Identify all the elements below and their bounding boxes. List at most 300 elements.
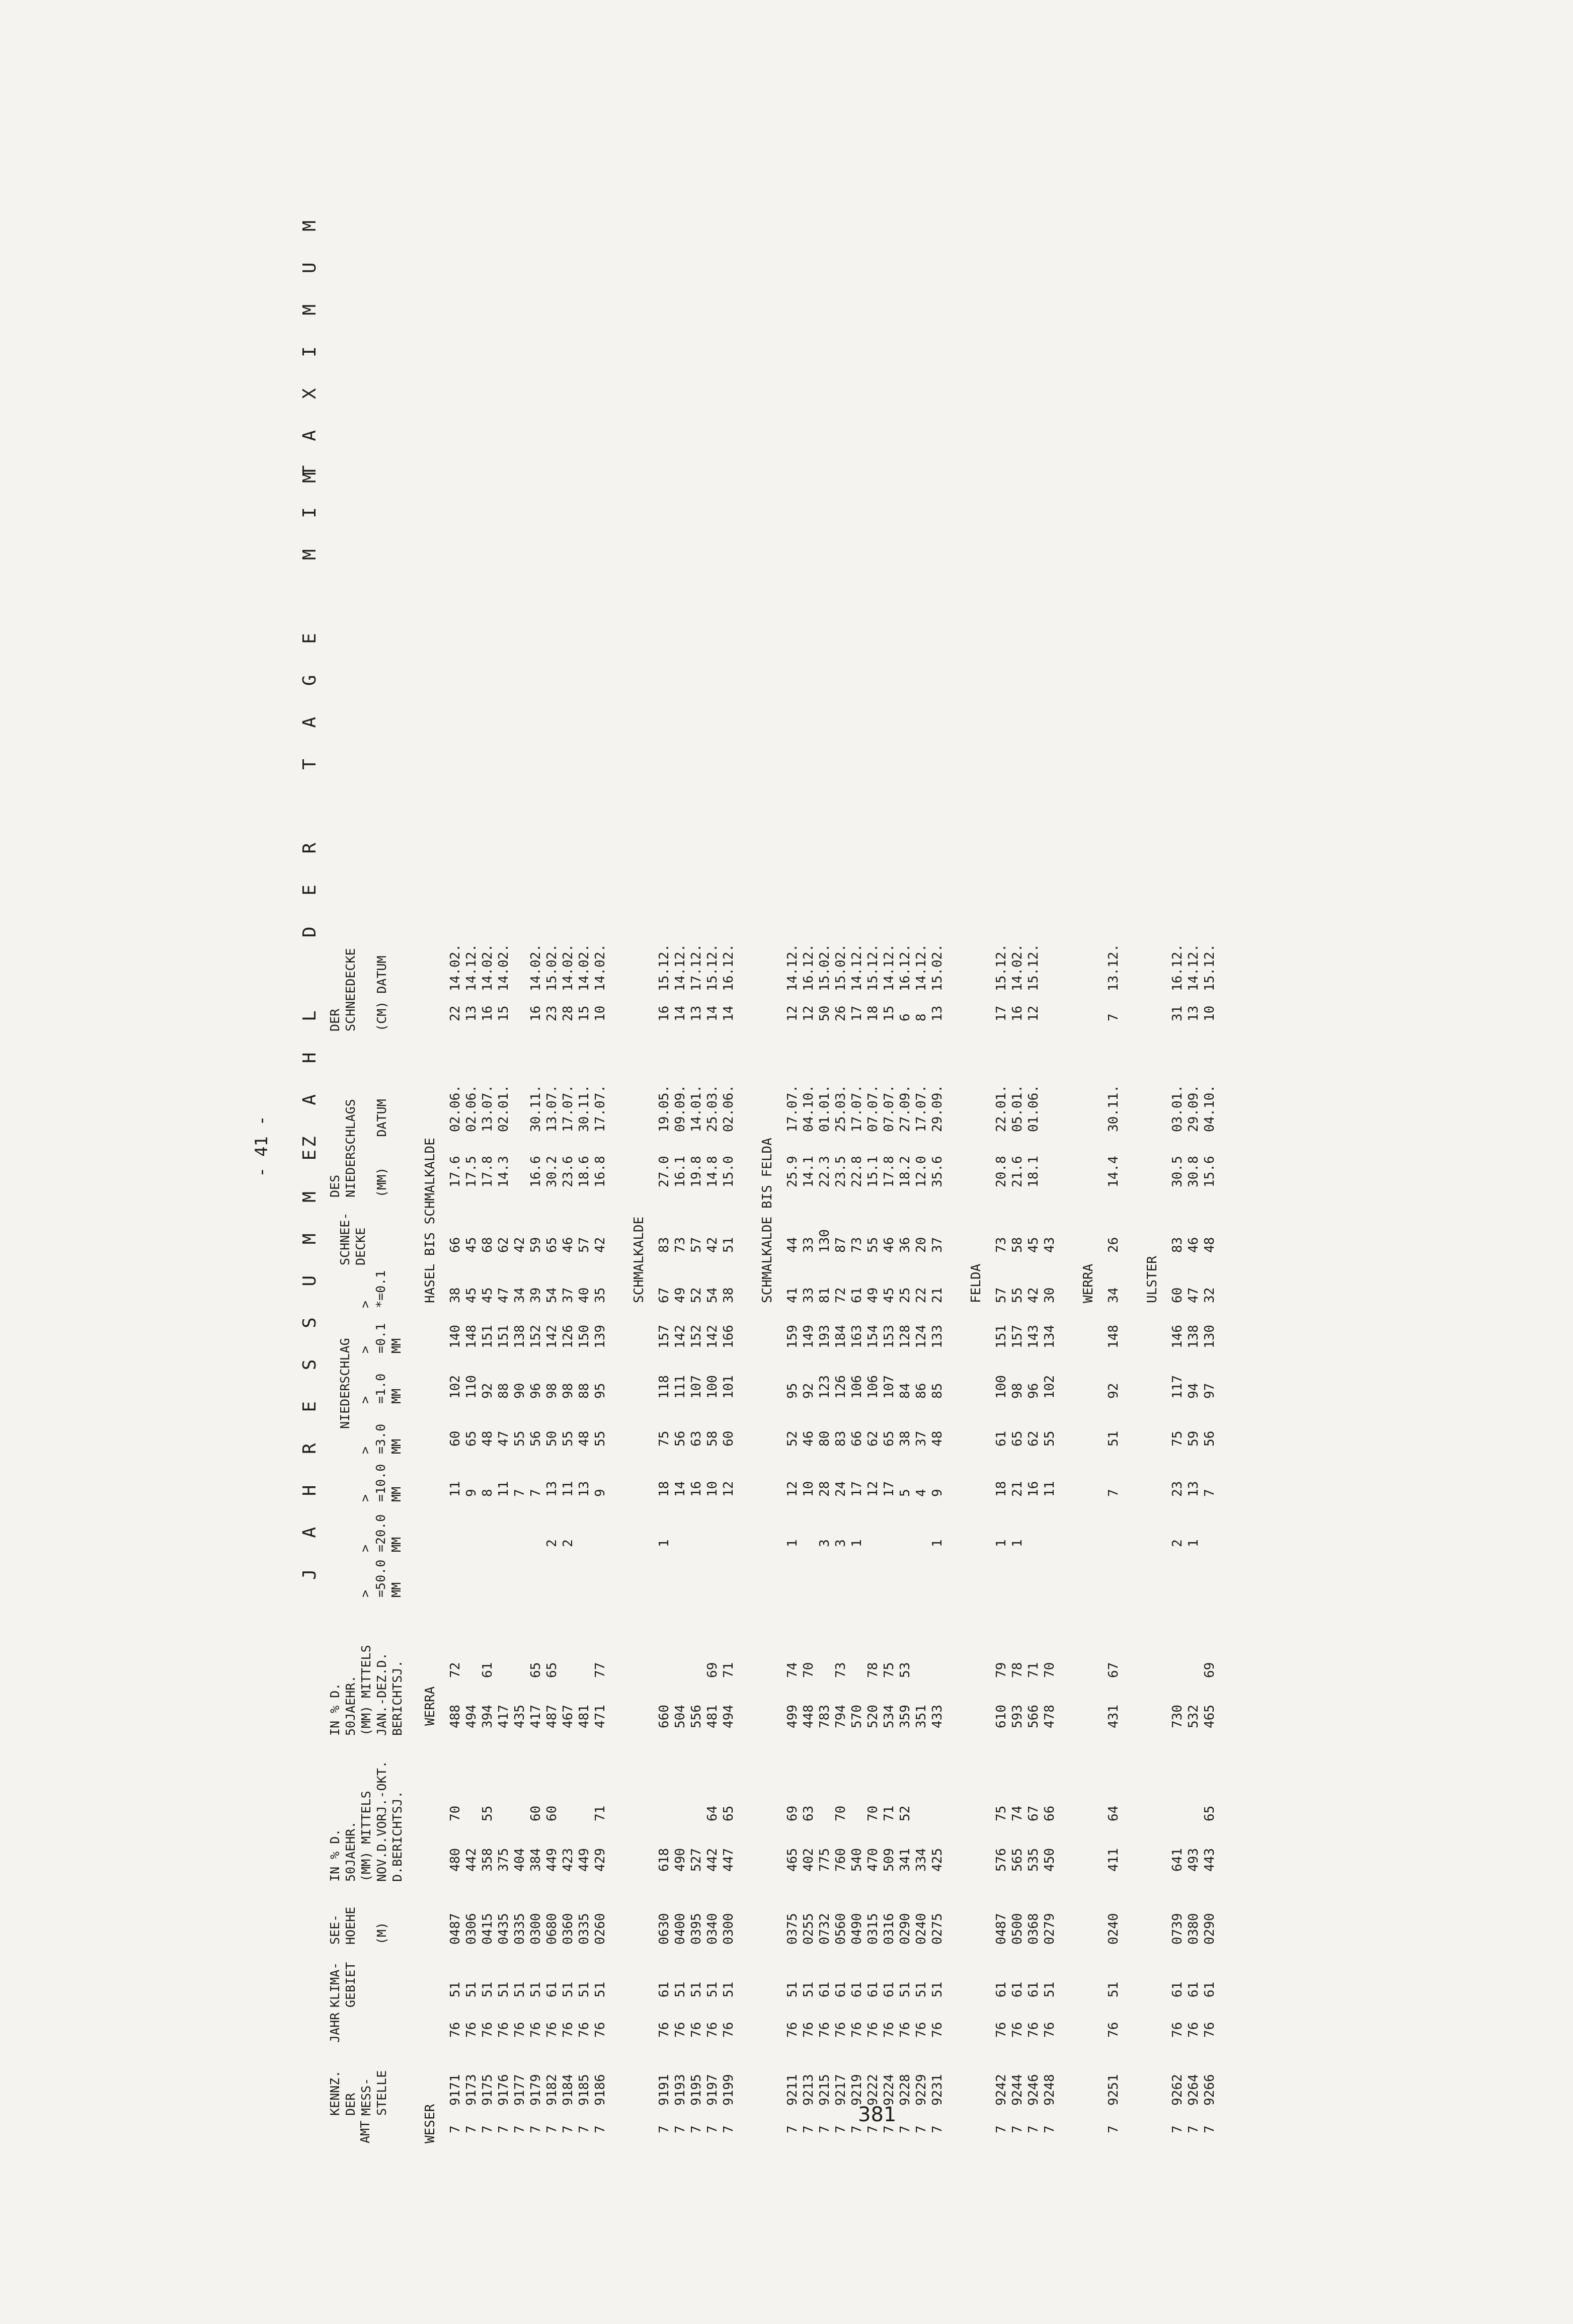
table-row — [721, 886, 736, 2143]
table-cell: 34 — [1106, 1287, 1121, 1303]
table-cell: 7 — [817, 2125, 832, 2133]
table-cell: 0732 — [817, 1913, 832, 1945]
table-cell: 51 — [496, 1981, 511, 1997]
table-cell: 25 — [898, 1287, 913, 1303]
table-cell: 56 — [1202, 1430, 1217, 1447]
table-cell: 66 — [849, 1430, 864, 1447]
table-cell: 51 — [577, 1981, 592, 1997]
table-cell: 1 — [994, 1539, 1009, 1547]
table-cell: 46 — [1186, 1237, 1201, 1253]
table-cell: 14.02. — [496, 944, 511, 991]
table-cell: 358 — [480, 1848, 495, 1872]
table-cell: 65 — [544, 1662, 560, 1678]
table-cell: 51 — [721, 1237, 736, 1253]
table-cell: 75 — [1170, 1430, 1185, 1447]
table-cell: 130 — [1202, 1325, 1217, 1348]
table-cell: 15.02. — [817, 944, 832, 991]
table-cell: 61 — [1026, 1981, 1041, 1997]
table-cell: 775 — [817, 1848, 832, 1872]
table-cell: 35 — [593, 1287, 608, 1303]
table-cell: 730 — [1170, 1705, 1185, 1728]
table-cell: 9215 — [817, 2074, 832, 2106]
table-cell: 520 — [866, 1705, 881, 1728]
table-cell: 76 — [994, 2022, 1009, 2038]
table-cell: 570 — [849, 1705, 864, 1728]
table-cell: 7 — [593, 2125, 608, 2133]
table-cell: 11 — [496, 1481, 511, 1497]
table-cell: 14.12. — [785, 944, 800, 991]
table-cell: 48 — [1202, 1237, 1217, 1253]
table-cell: 0630 — [657, 1913, 672, 1945]
table-cell: 3 — [817, 1539, 832, 1547]
header-seehoehe: SEE- HOEHE (M) — [328, 1906, 389, 1945]
table-cell: 05.01. — [1010, 1085, 1025, 1132]
table-cell: 76 — [1170, 2022, 1185, 2038]
table-cell: 402 — [801, 1848, 816, 1872]
table-cell: 9179 — [528, 2074, 543, 2106]
table-cell: 23.5 — [833, 1156, 848, 1187]
table-cell: 423 — [561, 1848, 576, 1872]
table-cell: 58 — [1010, 1237, 1025, 1253]
table-cell: 471 — [593, 1705, 608, 1728]
table-cell: 2 — [561, 1539, 576, 1547]
table-cell: 28 — [817, 1481, 832, 1497]
table-cell: 15.6 — [1202, 1156, 1217, 1187]
table-row — [833, 886, 848, 2143]
table-cell: 140 — [448, 1325, 463, 1348]
table-row — [1042, 886, 1057, 2143]
table-cell: 80 — [817, 1430, 832, 1447]
table-cell: 14 — [705, 1005, 720, 1021]
table-cell: 76 — [496, 2022, 511, 2038]
table-cell: 13 — [464, 1005, 479, 1021]
table-cell: 16.6 — [528, 1156, 543, 1187]
table-cell: 12 — [801, 1005, 816, 1021]
table-cell: 63 — [689, 1430, 704, 1447]
table-cell: 159 — [785, 1325, 800, 1348]
table-cell: 76 — [1202, 2022, 1217, 2038]
header-jan-dez: IN % D. 50JAEHR. (MM) MITTELS JAN.-DEZ.D. BERICHTSJ. — [328, 1645, 405, 1736]
table-cell: 9211 — [785, 2074, 800, 2106]
table-cell: 51 — [512, 1981, 527, 1997]
table-cell: 100 — [705, 1375, 720, 1399]
table-cell: 157 — [1010, 1325, 1025, 1348]
table-cell: 18.6 — [577, 1156, 592, 1187]
table-cell: 39 — [528, 1287, 543, 1303]
table-cell: 45 — [1026, 1237, 1041, 1253]
table-cell: 92 — [480, 1383, 495, 1399]
table-row — [480, 886, 495, 2143]
table-cell: 76 — [833, 2022, 848, 2038]
table-cell: 04.10. — [1202, 1085, 1217, 1132]
table-cell: 565 — [1010, 1848, 1025, 1872]
table-cell: 0316 — [882, 1913, 897, 1945]
table-cell: 03.01. — [1170, 1085, 1185, 1132]
table-cell: 13.12. — [1106, 944, 1121, 991]
table-cell: 566 — [1026, 1705, 1041, 1728]
table-cell: 13 — [930, 1005, 945, 1021]
table-cell: 51 — [528, 1981, 543, 1997]
table-cell: 9251 — [1106, 2074, 1121, 2106]
table-cell: 61 — [994, 1981, 1009, 1997]
table-cell: 76 — [1186, 2022, 1201, 2038]
table-cell: 78 — [866, 1662, 881, 1678]
table-cell: 97 — [1202, 1383, 1217, 1399]
table-cell: 1 — [1186, 1539, 1201, 1547]
table-row — [1186, 886, 1201, 2143]
table-cell: 15.1 — [866, 1156, 881, 1187]
table-cell: 48 — [480, 1430, 495, 1447]
table-cell: 09.09. — [673, 1085, 688, 1132]
table-cell: 417 — [496, 1705, 511, 1728]
table-cell: 14.02. — [561, 944, 576, 991]
table-cell: 433 — [930, 1705, 945, 1728]
table-cell: 9244 — [1010, 2074, 1025, 2106]
table-cell: 76 — [866, 2022, 881, 2038]
table-cell: 4 — [914, 1489, 929, 1497]
table-cell: 0368 — [1026, 1913, 1041, 1945]
table-cell: 17 — [849, 1005, 864, 1021]
table-cell: 0290 — [898, 1913, 913, 1945]
table-cell: 07.07. — [866, 1085, 881, 1132]
table-cell: 15.02. — [930, 944, 945, 991]
table-cell: 1 — [785, 1539, 800, 1547]
table-cell: 47 — [1186, 1287, 1201, 1303]
table-row — [930, 886, 945, 2143]
table-cell: 17.5 — [464, 1156, 479, 1187]
table-cell: 107 — [882, 1375, 897, 1399]
table-cell: 44 — [785, 1237, 800, 1253]
table-cell: 7 — [866, 2125, 881, 2133]
table-cell: 51 — [801, 1981, 816, 1997]
table-cell: 478 — [1042, 1705, 1057, 1728]
table-cell: 9197 — [705, 2074, 720, 2106]
header-n10: > =10.0 MM — [358, 1464, 404, 1502]
table-cell: 51 — [561, 1981, 576, 1997]
section-mid-label: WERRA — [423, 1686, 438, 1726]
table-cell: 50 — [544, 1430, 560, 1447]
table-cell: 610 — [994, 1705, 1009, 1728]
table-cell: 142 — [705, 1325, 720, 1348]
table-cell: 0300 — [721, 1913, 736, 1945]
table-cell: 13 — [544, 1481, 560, 1497]
table-cell: 5 — [898, 1489, 913, 1497]
table-cell: 13 — [1186, 1005, 1201, 1021]
table-cell: 10 — [1202, 1005, 1217, 1021]
table-cell: 9171 — [448, 2074, 463, 2106]
table-cell: 65 — [528, 1662, 543, 1678]
table-cell: 98 — [544, 1383, 560, 1399]
table-cell: 148 — [464, 1325, 479, 1348]
header-klima: KLIMA- GEBIET — [328, 1962, 358, 2008]
table-cell: 14.12. — [849, 944, 864, 991]
table-cell: 61 — [866, 1981, 881, 1997]
table-cell: 55 — [480, 1805, 495, 1821]
table-cell: 12 — [785, 1481, 800, 1497]
section-river-label: ULSTER — [1145, 1256, 1160, 1303]
table-cell: 75 — [994, 1805, 1009, 1821]
table-cell: 7 — [1106, 1013, 1121, 1021]
table-cell: 16 — [1026, 1481, 1041, 1497]
table-cell: 107 — [689, 1375, 704, 1399]
table-cell: 14.8 — [705, 1156, 720, 1187]
table-cell: 16 — [528, 1005, 543, 1021]
table-cell: 15.12. — [866, 944, 881, 991]
table-cell: 75 — [657, 1430, 672, 1447]
table-cell: 59 — [1186, 1430, 1201, 1447]
table-cell: 0279 — [1042, 1913, 1057, 1945]
table-cell: 6 — [898, 1013, 913, 1021]
table-cell: 184 — [833, 1325, 848, 1348]
table-cell: 62 — [1026, 1430, 1041, 1447]
table-cell: 71 — [1026, 1662, 1041, 1678]
table-cell: 11 — [561, 1481, 576, 1497]
table-cell: 9264 — [1186, 2074, 1201, 2106]
table-cell: 9246 — [1026, 2074, 1041, 2106]
section-river-label: WERRA — [1081, 1263, 1096, 1303]
table-cell: 61 — [1010, 1981, 1025, 1997]
table-cell: 0400 — [673, 1913, 688, 1945]
table-cell: 641 — [1170, 1848, 1185, 1872]
table-cell: 134 — [1042, 1325, 1057, 1348]
table-cell: 504 — [673, 1705, 688, 1728]
table-cell: 7 — [833, 2125, 848, 2133]
table-cell: 98 — [1010, 1383, 1025, 1399]
table-cell: 26 — [1106, 1237, 1121, 1253]
table-cell: 14.12. — [882, 944, 897, 991]
table-cell: 14 — [673, 1005, 688, 1021]
table-cell: 76 — [721, 2022, 736, 2038]
header-der-schneedecke: DER SCHNEEDECKE (CM) DATUM — [328, 948, 389, 1031]
table-cell: 509 — [882, 1848, 897, 1872]
table-cell: 1 — [849, 1539, 864, 1547]
table-cell: 53 — [898, 1662, 913, 1678]
table-cell: 535 — [1026, 1848, 1041, 1872]
table-cell: 65 — [1010, 1430, 1025, 1447]
table-cell: 76 — [1106, 2022, 1121, 2038]
table-cell: 22 — [914, 1287, 929, 1303]
table-cell: 19.05. — [657, 1085, 672, 1132]
table-cell: 0490 — [849, 1913, 864, 1945]
table-cell: 9231 — [930, 2074, 945, 2106]
table-cell: 2 — [1170, 1539, 1185, 1547]
table-cell: 394 — [480, 1705, 495, 1728]
table-cell: 18.2 — [898, 1156, 913, 1187]
table-cell: 7 — [673, 2125, 688, 2133]
table-cell: 38 — [721, 1287, 736, 1303]
table-cell: 72 — [833, 1287, 848, 1303]
table-cell: 9193 — [673, 2074, 688, 2106]
table-cell: 48 — [930, 1430, 945, 1447]
table-cell: 12 — [1026, 1005, 1041, 1021]
table-cell: 9219 — [849, 2074, 864, 2106]
table-cell: 15.12. — [994, 944, 1009, 991]
table-cell: 47 — [496, 1287, 511, 1303]
table-cell: 61 — [544, 1981, 560, 1997]
table-cell: 465 — [785, 1848, 800, 1872]
table-cell: 9191 — [657, 2074, 672, 2106]
table-row — [898, 886, 913, 2143]
table-cell: 73 — [994, 1237, 1009, 1253]
table-cell: 19.8 — [689, 1156, 704, 1187]
table-cell: 0240 — [914, 1913, 929, 1945]
table-cell: 22.8 — [849, 1156, 864, 1187]
table-row — [496, 886, 511, 2143]
table-cell: 794 — [833, 1705, 848, 1728]
table-cell: 77 — [593, 1662, 608, 1678]
table-cell: 0335 — [577, 1913, 592, 1945]
table-cell: 61 — [849, 1981, 864, 1997]
table-cell: 2 — [544, 1539, 560, 1547]
table-cell: 14.02. — [1010, 944, 1025, 991]
table-row — [849, 886, 864, 2143]
table-cell: 65 — [1202, 1805, 1217, 1821]
table-cell: 17.07. — [849, 1085, 864, 1132]
table-cell: 61 — [817, 1981, 832, 1997]
table-cell: 9186 — [593, 2074, 608, 2106]
table-cell: 10 — [801, 1481, 816, 1497]
table-cell: 7 — [1202, 1489, 1217, 1497]
table-cell: 9228 — [898, 2074, 913, 2106]
table-cell: 55 — [593, 1430, 608, 1447]
table-cell: 65 — [882, 1430, 897, 1447]
table-cell: 10 — [705, 1481, 720, 1497]
table-cell: 49 — [673, 1287, 688, 1303]
table-cell: 14.3 — [496, 1156, 511, 1187]
table-cell: 42 — [705, 1237, 720, 1253]
table-cell: 57 — [994, 1287, 1009, 1303]
table-cell: 13 — [577, 1481, 592, 1497]
table-cell: 7 — [721, 2125, 736, 2133]
table-cell: 15 — [577, 1005, 592, 1021]
table-cell: 70 — [833, 1805, 848, 1821]
table-cell: 0260 — [593, 1913, 608, 1945]
table-cell: 28 — [561, 1005, 576, 1021]
table-cell: 42 — [1026, 1287, 1041, 1303]
table-cell: 7 — [689, 2125, 704, 2133]
table-cell: 7 — [464, 2125, 479, 2133]
table-cell: 01.01. — [817, 1085, 832, 1132]
table-row — [464, 886, 479, 2143]
table-cell: 7 — [480, 2125, 495, 2133]
table-cell: 74 — [1010, 1805, 1025, 1821]
table-cell: 447 — [721, 1848, 736, 1872]
table-cell: 7 — [1106, 2125, 1121, 2133]
table-cell: 128 — [898, 1325, 913, 1348]
table-cell: 7 — [801, 2125, 816, 2133]
table-cell: 17.07. — [785, 1085, 800, 1132]
table-cell: 15.12. — [1026, 944, 1041, 991]
table-cell: 12 — [866, 1481, 881, 1497]
table-cell: 30.11. — [577, 1085, 592, 1132]
table-cell: 0275 — [930, 1913, 945, 1945]
header-jahr: JAHR — [328, 2012, 342, 2043]
table-row — [1170, 886, 1185, 2143]
table-cell: 55 — [866, 1237, 881, 1253]
table-cell: 9229 — [914, 2074, 929, 2106]
table-cell: 14.12. — [1186, 944, 1201, 991]
table-cell: 37 — [930, 1237, 945, 1253]
table-cell: 17.07. — [593, 1085, 608, 1132]
table-cell: 8 — [480, 1489, 495, 1497]
table-cell: 76 — [512, 2022, 527, 2038]
header-kennz: KENNZ. DER MESS- STELLE — [328, 2070, 389, 2116]
table-cell: 0395 — [689, 1913, 704, 1945]
table-cell: 465 — [1202, 1705, 1217, 1728]
table-cell: 152 — [689, 1325, 704, 1348]
table-cell: 152 — [528, 1325, 543, 1348]
table-row — [817, 886, 832, 2143]
table-cell: 14.02. — [448, 944, 463, 991]
table-cell: 13 — [1186, 1481, 1201, 1497]
table-cell: 499 — [785, 1705, 800, 1728]
table-row — [512, 886, 527, 2143]
table-cell: 100 — [994, 1375, 1009, 1399]
table-cell: 30.5 — [1170, 1156, 1185, 1187]
table-cell: 45 — [464, 1237, 479, 1253]
table-cell: 83 — [657, 1237, 672, 1253]
table-cell: 417 — [528, 1705, 543, 1728]
table-cell: 84 — [898, 1383, 913, 1399]
table-cell: 126 — [833, 1375, 848, 1399]
table-cell: 9213 — [801, 2074, 816, 2106]
table-cell: 55 — [1042, 1430, 1057, 1447]
table-cell: 143 — [1026, 1325, 1041, 1348]
header-schneedecke: SCHNEE- DECKE — [338, 1212, 368, 1265]
table-cell: 142 — [544, 1325, 560, 1348]
table-row — [689, 886, 704, 2143]
table-cell: 24 — [833, 1481, 848, 1497]
table-cell: 9224 — [882, 2074, 897, 2106]
table-cell: 46 — [801, 1430, 816, 1447]
header-n1: > =1.0 MM — [358, 1373, 404, 1404]
table-cell: 16 — [1010, 1005, 1025, 1021]
table-cell: 55 — [512, 1430, 527, 1447]
table-cell: 55 — [1010, 1287, 1025, 1303]
table-cell: 14.1 — [801, 1156, 816, 1187]
table-cell: 76 — [1026, 2022, 1041, 2038]
table-cell: 429 — [593, 1848, 608, 1872]
table-cell: 51 — [480, 1981, 495, 1997]
header-n01: > =0.1 MM — [358, 1323, 404, 1353]
table-cell: 60 — [448, 1430, 463, 1447]
table-cell: 37 — [914, 1430, 929, 1447]
table-cell: 556 — [689, 1705, 704, 1728]
table-cell: 139 — [593, 1325, 608, 1348]
table-cell: 30.11. — [1106, 1085, 1121, 1132]
table-cell: 58 — [705, 1430, 720, 1447]
table-cell: 57 — [689, 1237, 704, 1253]
table-cell: 16 — [689, 1481, 704, 1497]
table-cell: 51 — [673, 1981, 688, 1997]
table-cell: 40 — [577, 1287, 592, 1303]
table-cell: 45 — [464, 1287, 479, 1303]
table-cell: 76 — [528, 2022, 543, 2038]
table-cell: 96 — [528, 1383, 543, 1399]
table-cell: 154 — [866, 1325, 881, 1348]
table-cell: 7 — [528, 2125, 543, 2133]
table-cell: 15 — [496, 1005, 511, 1021]
table-row — [914, 886, 929, 2143]
table-cell: 7 — [512, 1489, 527, 1497]
table-cell: 660 — [657, 1705, 672, 1728]
table-cell: 9266 — [1202, 2074, 1217, 2106]
table-row — [866, 886, 881, 2143]
table-cell: 36 — [898, 1237, 913, 1253]
table-row — [705, 886, 720, 2143]
table-cell: 0360 — [561, 1913, 576, 1945]
table-cell: 54 — [705, 1287, 720, 1303]
